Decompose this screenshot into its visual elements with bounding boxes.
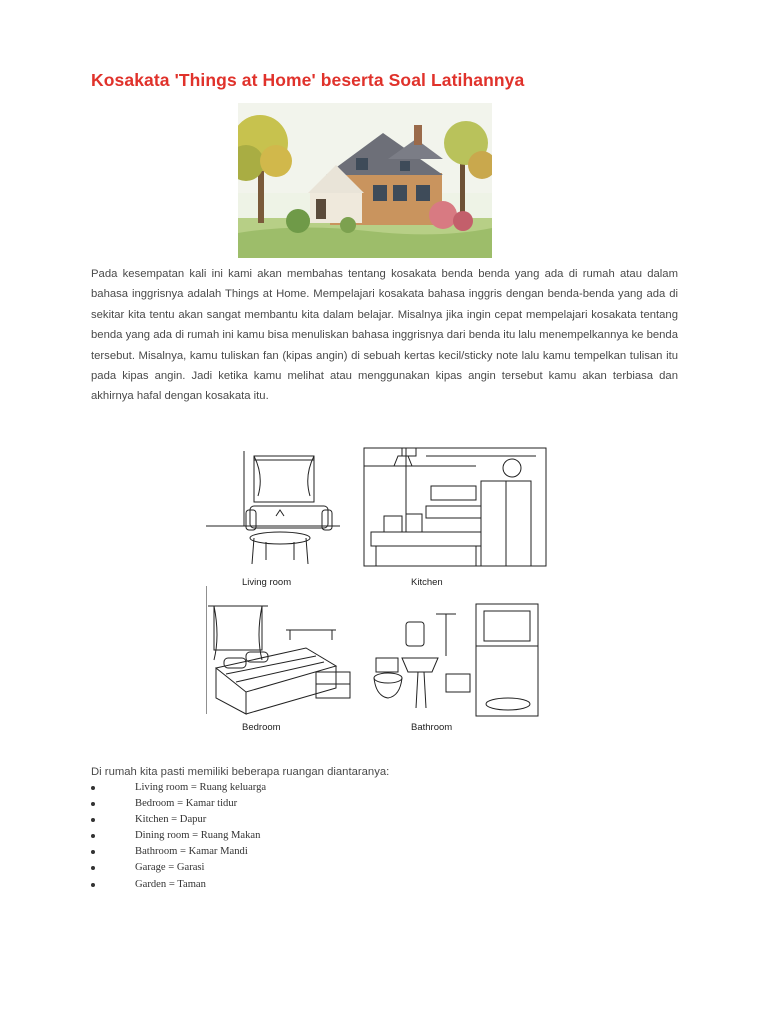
- room-label-bedroom: Bedroom: [242, 722, 281, 733]
- list-item: [91, 796, 266, 812]
- list-item-text: Bathroom = Kamar Mandi: [135, 846, 248, 858]
- bullet-icon: [91, 883, 95, 887]
- rooms-illustration: [206, 446, 548, 736]
- bullet-icon: [91, 866, 95, 870]
- bullet-icon: [91, 850, 95, 854]
- vocab-list: [91, 780, 266, 893]
- list-item-text: Bedroom = Kamar tidur: [135, 798, 238, 810]
- list-item: [91, 780, 266, 796]
- list-item-text: Living room = Ruang keluarga: [135, 782, 267, 793]
- list-item: [91, 877, 266, 893]
- room-label-bathroom: Bathroom: [411, 722, 453, 733]
- room-label-kitchen: Kitchen: [411, 577, 443, 588]
- list-item-text: Kitchen = Dapur: [135, 814, 207, 826]
- intro-paragraph: Pada kesempatan kali ini kami akan membahas tentang kosakata benda benda yang ada di rumah atau dalam bahasa inggrisnya adalah Things at Home. Mempelajari kosakata bahasa inggris dengan benda-benda yang ada di sekitar kita tentu akan sangat membantu kita dalam belajar. Misalnya jika ingin cepat mempelajari kosakata tentang benda yang ada di rumah ini kamu bisa menuliskan bahasa inggrisnya dari benda itu lalu menempelkannya ke benda tersebut. Misalnya, kamu tuliskan fan (kipas angin) di sebuah kertas kecil/sticky note lalu kamu tempelkan tulisan itu pada kipas angin. Jadi ketika kamu melihat atau menggunakan kipas angin tersebut kamu akan terbiasa dan akhirnya hafal dengan kosakata itu.: [91, 268, 678, 403]
- list-item: [91, 828, 266, 844]
- list-item-text: Dining room = Ruang Makan: [135, 830, 261, 842]
- living-room-drawing: [206, 451, 340, 564]
- bullet-icon: [91, 786, 95, 790]
- list-item-text: Garage = Garasi: [135, 862, 205, 874]
- list-item: [91, 812, 266, 828]
- list-item: [91, 844, 266, 860]
- bedroom-drawing: [206, 586, 350, 714]
- bathroom-drawing: [374, 604, 538, 716]
- house-illustration: [238, 103, 492, 258]
- list-item: [91, 860, 266, 876]
- bullet-icon: [91, 834, 95, 838]
- kitchen-drawing: [364, 448, 546, 566]
- rooms-list-intro: Di rumah kita pasti memiliki beberapa ruangan diantaranya:: [91, 766, 390, 778]
- bullet-icon: [91, 818, 95, 822]
- room-label-living: Living room: [242, 577, 292, 588]
- list-item-text: Garden = Taman: [135, 878, 206, 890]
- bullet-icon: [91, 802, 95, 806]
- article-title: Kosakata 'Things at Home' beserta Soal Latihannya: [91, 70, 525, 90]
